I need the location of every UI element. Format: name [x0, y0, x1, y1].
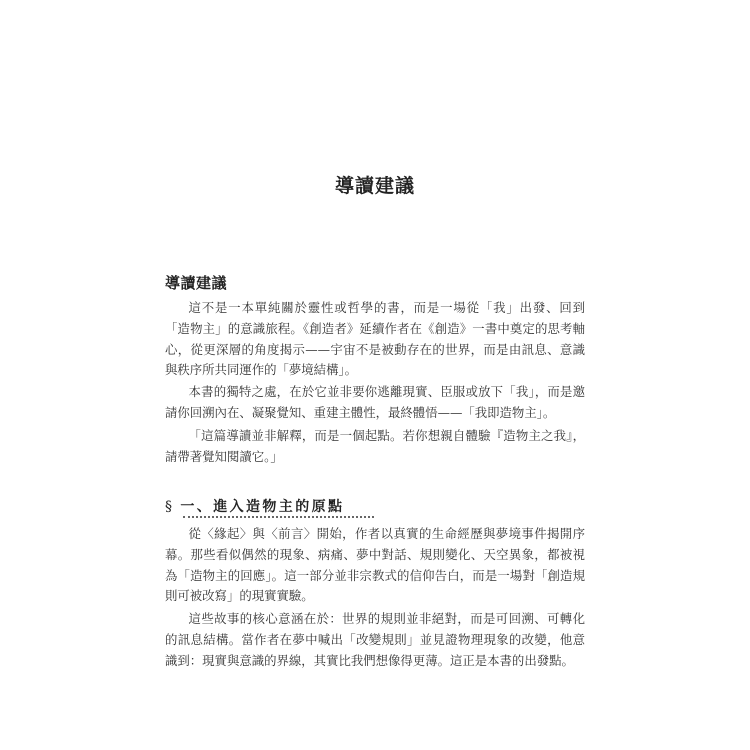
section-heading-text: 一、進入造物主的原點 [180, 499, 345, 515]
paragraph-uniqueness: 本書的獨特之處，在於它並非要你逃離現實、臣服或放下「我」，而是邀請你回溯內在、凝聚覺知、重建主體性，最終體悟——「我即造物主」。 [165, 384, 585, 420]
paragraph-origin-story: 從〈緣起〉與〈前言〉開始，作者以真實的生命經歷與夢境事件揭開序幕。那些看似偶然的現象、病痛、夢中對話、規則變化、天空異象，都被視為「造物主的回應」。這一部分並非宗教式的信仰告白，而是一場對「創造規則可被改寫」的現實實驗。 [165, 526, 585, 604]
paragraph-intro: 這不是一本單純關於靈性或哲學的書，而是一場從「我」出發、回到「造物主」的意識旅程。《創造者》延續作者在《創造》一書中奠定的思考軸心，從更深層的角度揭示——宇宙不是被動存在的世界，而是由訊息、意識與秩序所共同運作的「夢境結構」。 [165, 300, 585, 378]
heading-dotted-underline [183, 516, 374, 518]
page-title: 導讀建議 [334, 175, 415, 197]
section-heading-origin [165, 496, 344, 516]
paragraph-core-meaning: 這些故事的核心意涵在於：世界的規則並非絕對，而是可回溯、可轉化的訊息結構。當作者在夢中喊出「改變規則」並見證物理現象的改變，他意識到：現實與意識的界線，其實比我們想像得更薄。這正是本書的出發點。 [165, 611, 585, 668]
paragraph-quote: 「這篇導讀並非解釋，而是一個起點。若你想親自體驗『造物主之我』，請帶著覺知閱讀它。」 [165, 428, 585, 464]
section-heading-guide: 導讀建議 [165, 274, 228, 292]
section-symbol: § [165, 499, 175, 515]
